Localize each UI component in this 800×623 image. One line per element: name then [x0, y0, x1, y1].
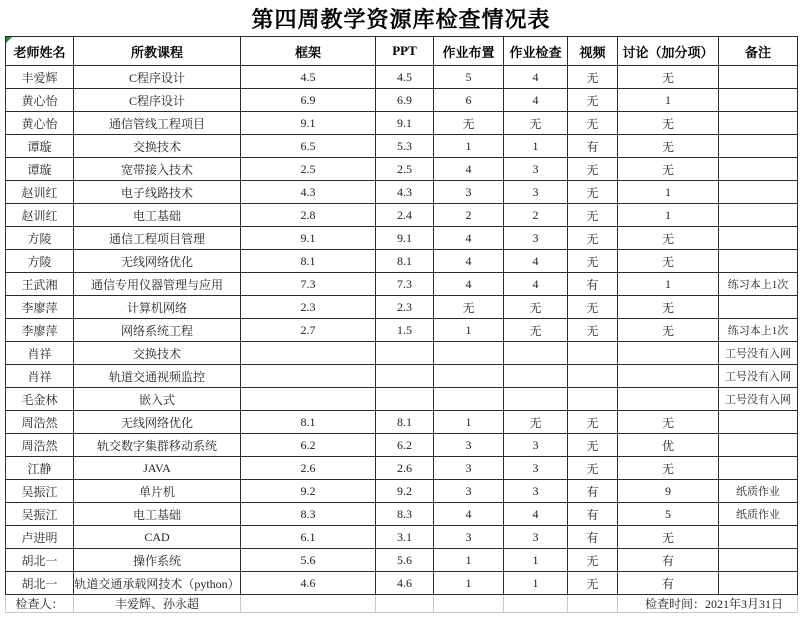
teacher-name-cell: 谭璇 [6, 135, 74, 158]
table-row [6, 526, 798, 549]
column-header-teacher [6, 37, 74, 66]
homework-check-cell [504, 365, 568, 388]
homework-assign-cell: 3 [434, 434, 504, 457]
remark-cell [719, 549, 798, 572]
framework-cell: 5.6 [241, 549, 376, 572]
remark-cell: 工号没有入网 [719, 388, 798, 411]
table-row [6, 112, 798, 135]
remark-cell [719, 526, 798, 549]
framework-cell: 7.3 [241, 273, 376, 296]
framework-cell: 2.5 [241, 158, 376, 181]
ppt-cell: 4.6 [376, 572, 434, 595]
homework-check-cell: 无 [504, 112, 568, 135]
discussion-cell: 无 [618, 250, 719, 273]
ppt-cell: 9.2 [376, 480, 434, 503]
ppt-cell: 9.1 [376, 112, 434, 135]
video-cell: 无 [568, 549, 618, 572]
homework-assign-cell: 无 [434, 296, 504, 319]
homework-check-cell: 无 [504, 319, 568, 342]
framework-cell [241, 388, 376, 411]
ppt-cell: 8.1 [376, 250, 434, 273]
framework-cell: 6.5 [241, 135, 376, 158]
course-cell: CAD [74, 526, 241, 549]
table-row [6, 572, 798, 595]
table-row [6, 503, 798, 526]
homework-assign-cell: 1 [434, 549, 504, 572]
remark-cell [719, 181, 798, 204]
discussion-cell: 无 [618, 135, 719, 158]
homework-check-cell: 3 [504, 434, 568, 457]
footer-empty-cell [434, 595, 504, 613]
homework-assign-cell: 3 [434, 526, 504, 549]
page-title: 第四周教学资源库检查情况表 [251, 7, 551, 32]
teacher-name-cell: 李廖萍 [6, 319, 74, 342]
video-cell: 无 [568, 66, 618, 89]
discussion-cell: 1 [618, 204, 719, 227]
header-row [6, 37, 798, 66]
homework-check-cell [504, 342, 568, 365]
ppt-cell: 1.5 [376, 319, 434, 342]
homework-check-cell: 1 [504, 549, 568, 572]
teacher-name-cell: 肖祥 [6, 365, 74, 388]
homework-check-cell: 4 [504, 503, 568, 526]
remark-cell [719, 158, 798, 181]
remark-cell [719, 411, 798, 434]
course-cell: 单片机 [74, 480, 241, 503]
homework-assign-cell: 6 [434, 89, 504, 112]
teacher-name-cell: 吴振江 [6, 480, 74, 503]
framework-cell: 2.3 [241, 296, 376, 319]
homework-assign-cell: 4 [434, 273, 504, 296]
table-row [6, 250, 798, 273]
course-cell: C程序设计 [74, 89, 241, 112]
video-cell: 无 [568, 204, 618, 227]
homework-assign-cell [434, 388, 504, 411]
discussion-cell: 无 [618, 457, 719, 480]
video-cell: 无 [568, 227, 618, 250]
homework-check-cell: 4 [504, 89, 568, 112]
homework-assign-cell: 3 [434, 480, 504, 503]
ppt-cell [376, 388, 434, 411]
homework-assign-cell: 5 [434, 66, 504, 89]
teacher-name-cell: 丰爱辉 [6, 66, 74, 89]
remark-cell [719, 227, 798, 250]
homework-assign-cell: 1 [434, 572, 504, 595]
ppt-cell: 2.4 [376, 204, 434, 227]
homework-assign-cell: 4 [434, 250, 504, 273]
table-row [6, 549, 798, 572]
ppt-cell: 5.6 [376, 549, 434, 572]
remark-cell: 纸质作业 [719, 503, 798, 526]
framework-cell: 6.9 [241, 89, 376, 112]
video-cell: 无 [568, 89, 618, 112]
teacher-name-cell: 赵训红 [6, 204, 74, 227]
green-corner-marker-icon [6, 37, 12, 43]
discussion-cell: 无 [618, 66, 719, 89]
course-cell: 无线网络优化 [74, 411, 241, 434]
homework-check-cell: 无 [504, 411, 568, 434]
video-cell: 无 [568, 572, 618, 595]
framework-cell: 4.5 [241, 66, 376, 89]
check-time-label: 检查时间： [644, 597, 705, 611]
course-cell: JAVA [74, 457, 241, 480]
table-row [6, 66, 798, 89]
homework-assign-cell: 无 [434, 112, 504, 135]
discussion-cell: 1 [618, 273, 719, 296]
video-cell: 无 [568, 158, 618, 181]
video-cell: 无 [568, 434, 618, 457]
homework-assign-cell: 4 [434, 158, 504, 181]
framework-cell: 9.2 [241, 480, 376, 503]
video-cell: 无 [568, 296, 618, 319]
table-row [6, 457, 798, 480]
video-cell: 无 [568, 411, 618, 434]
course-cell: 电工基础 [74, 503, 241, 526]
video-cell: 无 [568, 181, 618, 204]
table-row [6, 135, 798, 158]
homework-check-cell: 1 [504, 572, 568, 595]
framework-cell: 8.1 [241, 411, 376, 434]
check-time [618, 595, 798, 613]
teacher-name-cell: 周浩然 [6, 411, 74, 434]
framework-cell: 9.1 [241, 227, 376, 250]
discussion-cell: 5 [618, 503, 719, 526]
discussion-cell [618, 342, 719, 365]
teacher-name-cell: 周浩然 [6, 434, 74, 457]
table-row [6, 342, 798, 365]
column-header-label: 老师姓名 [13, 44, 66, 60]
course-cell: 嵌入式 [74, 388, 241, 411]
homework-assign-cell: 3 [434, 457, 504, 480]
homework-assign-cell: 4 [434, 503, 504, 526]
remark-cell: 工号没有入网 [719, 342, 798, 365]
ppt-cell: 9.1 [376, 227, 434, 250]
footer-row [6, 595, 798, 613]
table-row [6, 181, 798, 204]
teacher-name-cell: 肖祥 [6, 342, 74, 365]
video-cell: 有 [568, 273, 618, 296]
remark-cell [719, 112, 798, 135]
remark-cell [719, 135, 798, 158]
ppt-cell: 4.3 [376, 181, 434, 204]
homework-check-cell: 3 [504, 457, 568, 480]
remark-cell [719, 204, 798, 227]
ppt-cell [376, 342, 434, 365]
homework-assign-cell: 3 [434, 181, 504, 204]
framework-cell: 6.1 [241, 526, 376, 549]
video-cell: 有 [568, 480, 618, 503]
discussion-cell: 优 [618, 434, 719, 457]
remark-cell [719, 250, 798, 273]
homework-assign-cell [434, 342, 504, 365]
discussion-cell: 1 [618, 89, 719, 112]
framework-cell [241, 365, 376, 388]
framework-cell: 9.1 [241, 112, 376, 135]
teacher-name-cell: 黄心怡 [6, 89, 74, 112]
video-cell: 有 [568, 503, 618, 526]
course-cell: 轨交数字集群移动系统 [74, 434, 241, 457]
homework-assign-cell: 2 [434, 204, 504, 227]
discussion-cell: 有 [618, 549, 719, 572]
remark-cell [719, 296, 798, 319]
course-cell: 通信专用仪器管理与应用 [74, 273, 241, 296]
framework-cell: 2.7 [241, 319, 376, 342]
teacher-name-cell: 黄心怡 [6, 112, 74, 135]
homework-check-cell: 4 [504, 250, 568, 273]
framework-cell: 2.8 [241, 204, 376, 227]
column-header-video: 视频 [568, 37, 618, 66]
remark-cell: 工号没有入网 [719, 365, 798, 388]
discussion-cell [618, 365, 719, 388]
framework-cell [241, 342, 376, 365]
video-cell: 无 [568, 319, 618, 342]
homework-assign-cell: 1 [434, 319, 504, 342]
table-row [6, 480, 798, 503]
remark-cell [719, 457, 798, 480]
footer-empty-cell [241, 595, 376, 613]
table-row [6, 89, 798, 112]
teacher-name-cell: 方陵 [6, 227, 74, 250]
ppt-cell: 8.3 [376, 503, 434, 526]
course-cell: C程序设计 [74, 66, 241, 89]
discussion-cell: 1 [618, 181, 719, 204]
homework-check-cell: 无 [504, 296, 568, 319]
framework-cell: 8.1 [241, 250, 376, 273]
ppt-cell: 5.3 [376, 135, 434, 158]
teacher-name-cell: 方陵 [6, 250, 74, 273]
footer-empty-cell [376, 595, 434, 613]
discussion-cell: 无 [618, 411, 719, 434]
course-cell: 交换技术 [74, 342, 241, 365]
teacher-name-cell: 谭璇 [6, 158, 74, 181]
course-cell: 操作系统 [74, 549, 241, 572]
teacher-name-cell: 江静 [6, 457, 74, 480]
teacher-name-cell: 赵训红 [6, 181, 74, 204]
homework-assign-cell: 1 [434, 135, 504, 158]
homework-check-cell: 2 [504, 204, 568, 227]
framework-cell: 8.3 [241, 503, 376, 526]
homework-check-cell: 3 [504, 480, 568, 503]
teacher-name-cell: 胡北一 [6, 572, 74, 595]
framework-cell: 6.2 [241, 434, 376, 457]
teacher-name-cell: 李廖萍 [6, 296, 74, 319]
column-header-homework-check: 作业检查 [504, 37, 568, 66]
discussion-cell: 9 [618, 480, 719, 503]
course-cell: 通信管线工程项目 [74, 112, 241, 135]
homework-check-cell [504, 388, 568, 411]
video-cell: 有 [568, 135, 618, 158]
course-cell: 交换技术 [74, 135, 241, 158]
discussion-cell [618, 388, 719, 411]
remark-cell [719, 572, 798, 595]
framework-cell: 2.6 [241, 457, 376, 480]
teacher-name-cell: 吴振江 [6, 503, 74, 526]
table-row [6, 388, 798, 411]
ppt-cell: 8.1 [376, 411, 434, 434]
ppt-cell: 7.3 [376, 273, 434, 296]
course-cell: 电工基础 [74, 204, 241, 227]
course-cell: 通信工程项目管理 [74, 227, 241, 250]
discussion-cell: 无 [618, 296, 719, 319]
teacher-name-cell: 王武湘 [6, 273, 74, 296]
homework-check-cell: 3 [504, 158, 568, 181]
column-header-discussion: 讨论（加分项） [618, 37, 719, 66]
ppt-cell: 6.2 [376, 434, 434, 457]
video-cell [568, 388, 618, 411]
video-cell: 无 [568, 112, 618, 135]
course-cell: 网络系统工程 [74, 319, 241, 342]
course-cell: 电子线路技术 [74, 181, 241, 204]
homework-check-cell: 4 [504, 66, 568, 89]
teacher-name-cell: 毛金林 [6, 388, 74, 411]
column-header-ppt: PPT [376, 37, 434, 66]
discussion-cell: 无 [618, 158, 719, 181]
footer-empty-cell [568, 595, 618, 613]
column-header-homework-assign: 作业布置 [434, 37, 504, 66]
homework-assign-cell [434, 365, 504, 388]
course-cell: 宽带接入技术 [74, 158, 241, 181]
ppt-cell: 4.5 [376, 66, 434, 89]
inspector-names: 丰爱辉、孙永超 [74, 595, 241, 613]
homework-check-cell: 3 [504, 227, 568, 250]
inspector-label: 检查人： [6, 595, 74, 613]
course-cell: 轨道交通视频监控 [74, 365, 241, 388]
homework-check-cell: 1 [504, 135, 568, 158]
table-row [6, 273, 798, 296]
ppt-cell: 2.3 [376, 296, 434, 319]
discussion-cell: 有 [618, 572, 719, 595]
table-row [6, 158, 798, 181]
remark-cell [719, 89, 798, 112]
video-cell: 无 [568, 250, 618, 273]
course-cell: 无线网络优化 [74, 250, 241, 273]
table-row [6, 204, 798, 227]
check-time-value: 2021年3月31日 [704, 597, 783, 611]
discussion-cell: 无 [618, 112, 719, 135]
table-row [6, 411, 798, 434]
framework-cell: 4.6 [241, 572, 376, 595]
video-cell [568, 365, 618, 388]
video-cell [568, 342, 618, 365]
ppt-cell [376, 365, 434, 388]
discussion-cell: 无 [618, 319, 719, 342]
column-header-remark: 备注 [719, 37, 798, 66]
remark-cell: 练习本上1次 [719, 319, 798, 342]
table-row [6, 434, 798, 457]
course-cell: 轨道交通承载网技术（python） [74, 572, 241, 595]
table-row [6, 319, 798, 342]
column-header-course: 所教课程 [74, 37, 241, 66]
homework-check-cell: 4 [504, 273, 568, 296]
table-row [6, 296, 798, 319]
ppt-cell: 6.9 [376, 89, 434, 112]
remark-cell [719, 66, 798, 89]
homework-check-cell: 3 [504, 181, 568, 204]
table-row [6, 227, 798, 250]
discussion-cell: 无 [618, 227, 719, 250]
column-header-framework: 框架 [241, 37, 376, 66]
ppt-cell: 3.1 [376, 526, 434, 549]
inspection-table [5, 36, 798, 613]
homework-assign-cell: 1 [434, 411, 504, 434]
video-cell: 有 [568, 526, 618, 549]
homework-assign-cell: 4 [434, 227, 504, 250]
footer-empty-cell [504, 595, 568, 613]
table-row [6, 365, 798, 388]
teacher-name-cell: 卢进明 [6, 526, 74, 549]
framework-cell: 4.3 [241, 181, 376, 204]
ppt-cell: 2.6 [376, 457, 434, 480]
homework-check-cell: 3 [504, 526, 568, 549]
ppt-cell: 2.5 [376, 158, 434, 181]
remark-cell [719, 434, 798, 457]
teacher-name-cell: 胡北一 [6, 549, 74, 572]
video-cell: 无 [568, 457, 618, 480]
remark-cell: 练习本上1次 [719, 273, 798, 296]
course-cell: 计算机网络 [74, 296, 241, 319]
discussion-cell: 无 [618, 526, 719, 549]
remark-cell: 纸质作业 [719, 480, 798, 503]
